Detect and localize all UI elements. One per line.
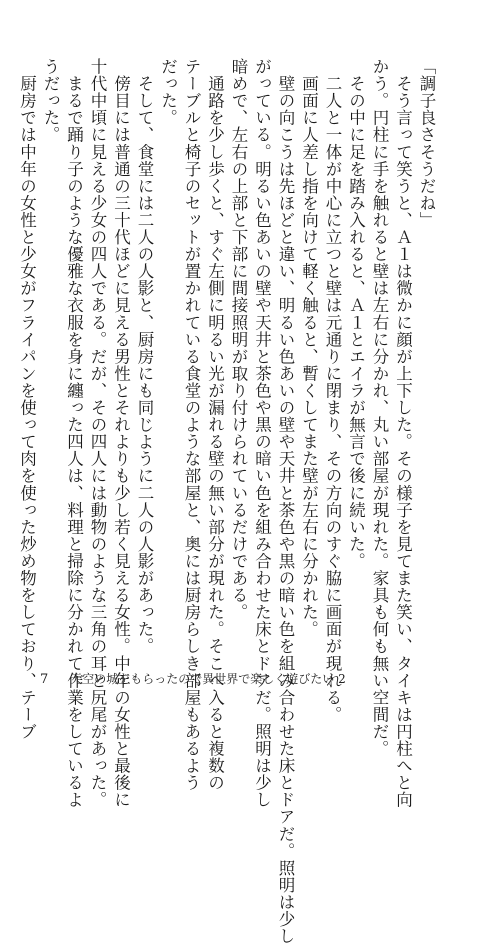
text-line: 画面に人差し指を向けて軽く触ると、暫くしてまた壁が左右に分かれた。 (299, 58, 319, 638)
running-title: 天空の城をもらったので異世界で楽しく遊びたい 2 (70, 672, 346, 686)
text-line: だった。 (158, 58, 178, 127)
text-line: 傍目には普通の三十代ほどに見える男性とそれよりも少し若く見える女性。中年の女性と最後に (111, 58, 131, 809)
text-line: 「調子良さそうだね」 (417, 58, 436, 229)
text-line: 二人と一体が中心に立つと壁は元通りに閉まり、その方向のすぐ脇に画面が現れる。 (323, 58, 342, 723)
page-footer (40, 670, 346, 687)
text-line: 通路を少し歩くと、すぐ左側に明るい光が漏れる壁の無い部分が現れた。そこへ入ると複数の (205, 58, 225, 792)
text-line: その中に足を踏み入れると、Ａ１とエイラが無言で後に続いた。 (346, 58, 366, 570)
text-line: 暗めで、左右の上部と下部に間接照明が取り付けられているだけである。 (229, 58, 248, 621)
page-number: 7 (40, 672, 49, 687)
text-line: 十代中頃に見える少女の四人である。だが、その四人には動物のような三角の耳と尻尾があった。 (88, 58, 107, 809)
text-line: うだった。 (41, 58, 60, 144)
text-line: がっている。明るい色あいの壁や天井と茶色や黒の暗い色を組み合わせた床とドアだ。照明は少し (252, 58, 272, 809)
text-line: そして、食堂には二人の人影と、厨房にも同じように二人の人影があった。 (135, 58, 154, 655)
text-line: テーブルと椅子のセットが置かれている食堂のような部屋と、奥には厨房らしき部屋もあるよう (182, 58, 201, 792)
text-line: 厨房では中年の女性と少女がフライパンを使って肉を使った炒め物をしており、テーブ (17, 58, 37, 740)
text-line: 壁の向こうは先ほどと違い、明るい色あいの壁や天井と茶色や黒の暗い色を組み合わせた床とドアだ。照明は少し (276, 58, 295, 945)
text-line: かう。円柱に手を触れると壁は左右に分かれ、丸い部屋が現れた。家具も何も無い空間だ。 (370, 58, 389, 758)
text-line: まるで踊り子のような優雅な衣服を身に纏った四人は、料理と掃除に分かれて作業をしているよ (64, 58, 84, 809)
text-line: そう言って笑うと、Ａ１は微かに顔が上下した。その様子を見てまた笑い、タイキは円柱へと向 (393, 58, 413, 809)
